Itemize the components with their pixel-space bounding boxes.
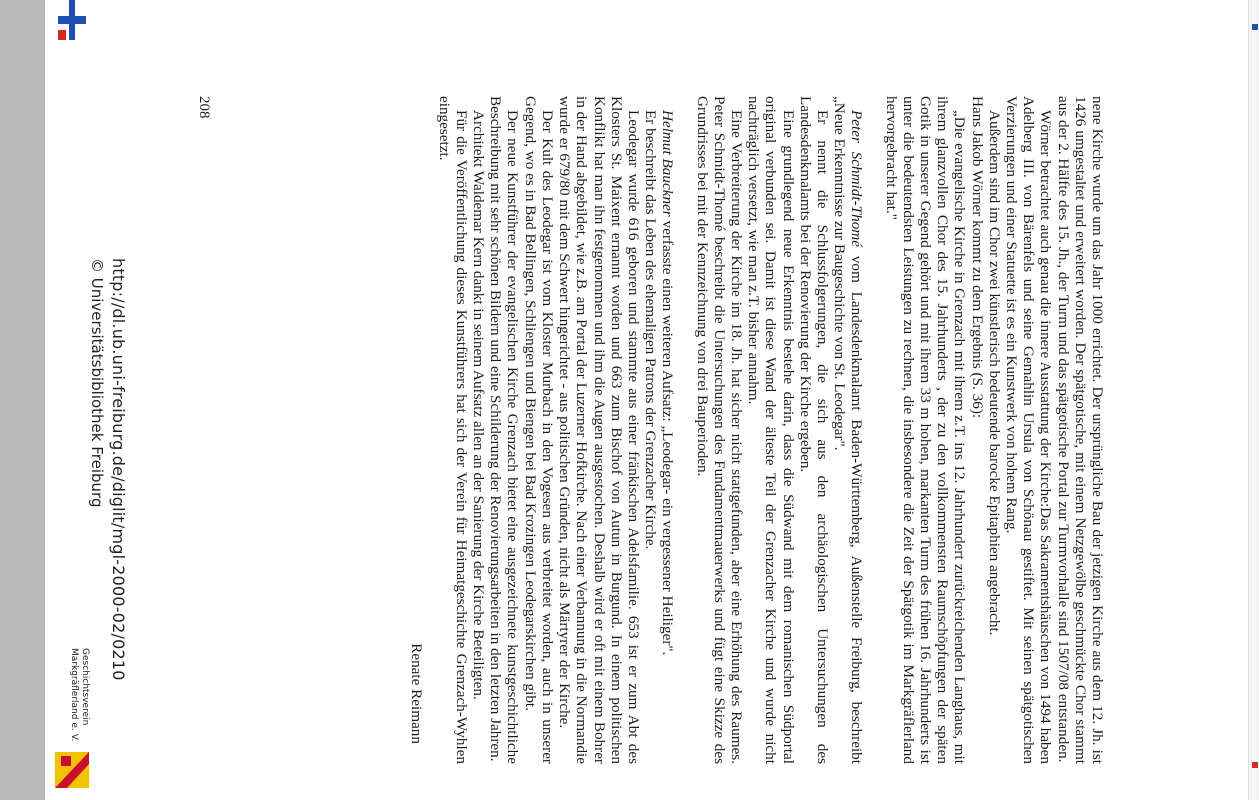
footer-url[interactable]: http://dl.ub.uni-freiburg.de/diglit/mgl-2000-02/0210 bbox=[109, 258, 128, 681]
paragraph: Eine Verbreiterung der Kirche im 18. Jh. hat sicher nicht stattgefunden, aber eine Erhöhung des Raumes. Peter Schmidt-Thomé beschreibt die Untersuchungen des Fundamentmauerwerks und fügt eine Skizze des Grundrisses bei mit der Kennzeichnung von drei Bauperioden. bbox=[693, 96, 745, 764]
footer-society-name: Geschichtsverein Markgräflerland e. V. bbox=[69, 648, 90, 742]
page-number: 208 bbox=[196, 96, 212, 119]
paragraph: Architekt Waldemar Kern dankt in seinem Aufsatz allen an der Sanierung der Kirche Beteiligten. bbox=[470, 110, 488, 700]
author-name: Peter Schmidt-Thomé bbox=[848, 110, 866, 248]
lead-text: verfasste einen weiteren Aufsatz: „Leodegar- ein vergessener Heiliger". bbox=[659, 216, 677, 656]
lead-text: vom Landesdenkmalamt Baden-Württemberg, Außenstelle Freiburg, beschreibt „Neue Erkenntnisse zur Baugeschichte von St. Leodegar". bbox=[831, 96, 866, 764]
author-name: Helmut Bauckner bbox=[659, 110, 677, 217]
society-crest-icon bbox=[55, 752, 89, 788]
paragraph: Eine grundlegend neue Erkenntnis bestehe darin, dass die Südwand mit dem romanischen Südportal original verbunden sei. Damit ist diese Wand der älteste Teil der Grenzacher Kirche und wurde nicht nachträglich versetzt, wie man z.T. bisher annahm. bbox=[745, 96, 797, 764]
paragraph: Leodegar wurde 616 geboren und stammte aus einer fränkischen Adelsfamilie. 653 ist er zum Abt des Klosters St. Maixent ernannt worden und 663 zum Bischof von Autun in Burgund. In einem politischen Konflikt hat man ihn festgenommen und ihm die Augen ausgestochen. Deshalb wird er oft mit einem Bohrer in der Hand abgebildet, wie z.B. am Portal der Luzerner Hofkirche. Nach einer Verbannung in die Normandie wurde er 679/80 mit dem Schwert hingerichtet - aus politischen Gründen, nicht als Märtyrer der Kirche. bbox=[556, 96, 642, 764]
paragraph: Der neue Kunstführer der evangelischen Kirche Grenzach bietet eine ausgezeichnete kunstgeschichtliche Beschreibung mit sehr schönen Bildern und eine Schilderung der Renovierungsarbeiten in den letzten Jahren. bbox=[487, 96, 522, 764]
library-flag-icon bbox=[52, 0, 92, 40]
paragraph: Außerdem sind im Chor zwei künstlerisch bedeutende barocke Epitaphien angebracht. bbox=[985, 110, 1003, 636]
edge-mark bbox=[1252, 24, 1258, 30]
paragraph: Er nennt die Schlussfolgerungen, die sich aus den archäologischen Untersuchungen des Landesdenkmalamts bei der Renovierung der Kirche ergeben. bbox=[796, 96, 831, 764]
section-lead bbox=[659, 96, 676, 764]
edge-mark bbox=[1252, 762, 1258, 768]
viewer-left-strip bbox=[0, 0, 45, 800]
paragraph: Hans Jakob Wörner kommt zu dem Ergebnis (S. 36): bbox=[968, 96, 986, 419]
paragraph: Der Kult des Leodegar ist vom Kloster Murbach in den Vogesen aus verbreitet worden, auch in unserer Gegend, wo es in Bad Bellingen, Schliengen und Biengen bei Bad Krozingen Leodegarskirchen gibt. bbox=[521, 96, 556, 764]
paragraph: nene Kirche wurde um das Jahr 1000 errichtet. Der ursprüngliche Bau der jetzigen Kirche aus dem 12. Jh. ist 1426 umgestaltet und erweitert worden. Der spätgotische, mit einem Netzgewölbe geschmückte Chor stammt aus der 2. Hälfte des 15. Jh., der Turm und das spätgotische Portal zur Turmvorhalle sind 1507/08 entstanden. bbox=[1054, 96, 1106, 764]
rotated-document-page bbox=[50, 0, 1210, 800]
viewer-right-edge bbox=[1248, 0, 1259, 800]
section-lead bbox=[831, 96, 865, 764]
footer-copyright: © Universitätsbibliothek Freiburg bbox=[88, 258, 106, 508]
paragraph: Er beschreibt das Leben des ehemaligen Patrons der Grenzacher Kirche. bbox=[642, 110, 660, 550]
main-text-block-1 bbox=[408, 96, 1106, 764]
paragraph: Wörner betrachtet auch genau die innere Ausstattung der Kirche:Das Sakramentshäuschen von 1494 haben Adelberg III. von Bärenfels und seine Gemahlin Ursula von Schönau gestiftet. Mit seinen spätgotischen Verzierungen und einer Statuette ist es ein Kunstwerk von hohem Rang. bbox=[1002, 96, 1055, 764]
paragraph: Für die Veröffentlichung dieses Kunstführers hat sich der Verein für Heimatgeschichte Grenzach-Wyhlen eingesetzt. bbox=[435, 96, 470, 764]
paragraph: „Die evangelische Kirche in Grenzach mit ihrem z.T. ins 12. Jahrhundert zurückreichenden Langhaus, mit ihrem glanzvollen Chor des 15. Jahrhunderts , der zu den vollkommensten Raumschöpfungen der späten Gotik in unserer Gegend gehört und mit ihrem 33 m hohen, markanten Turm des frühen 16. Jahrhunderts ist unter die bedeutendsten Leistungen zu rechnen, die insbesondere die Zeit der Spätgotik im Markgräflerland hervorgebracht hat." bbox=[882, 96, 969, 764]
author-signature: Renate Reimann bbox=[408, 643, 426, 744]
